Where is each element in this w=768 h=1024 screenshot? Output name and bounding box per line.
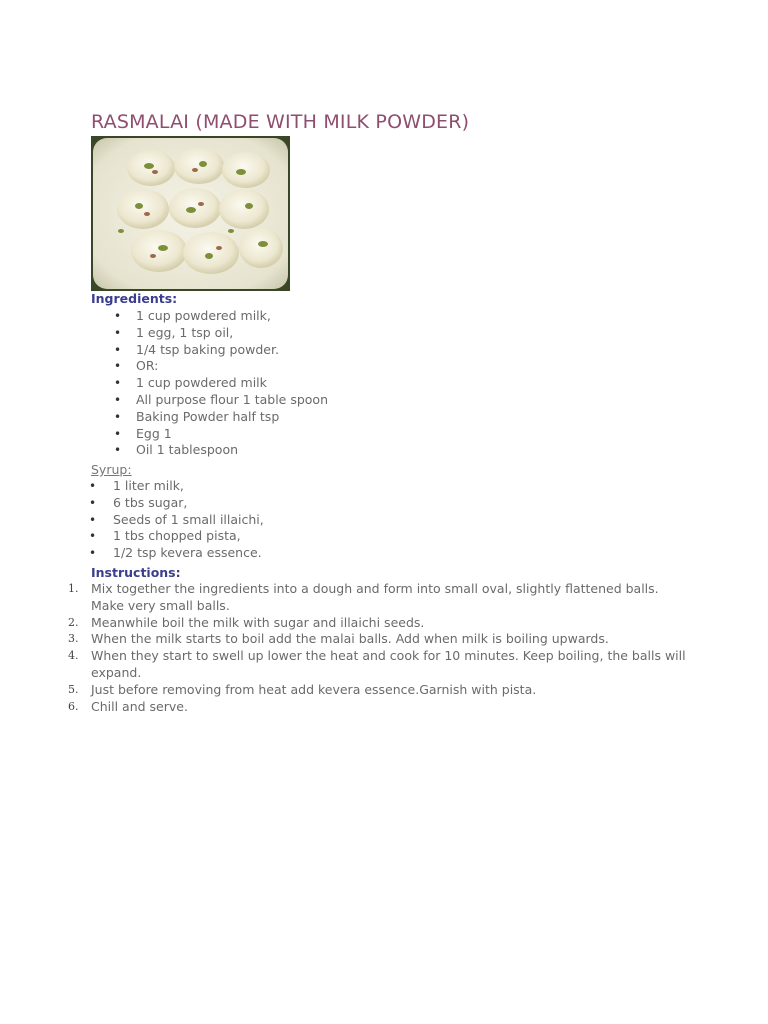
step-text: Chill and serve.	[91, 698, 188, 714]
list-item-text: 1 liter milk,	[113, 478, 184, 493]
list-item	[114, 341, 328, 359]
instruction-step	[68, 631, 691, 648]
list-item	[89, 545, 264, 562]
bullet-icon: •	[89, 479, 97, 493]
list-item-text: 1/4 tsp baking powder.	[136, 341, 279, 357]
syrup-list	[89, 478, 264, 562]
syrup-heading: Syrup:	[91, 462, 132, 477]
list-item-text: All purpose flour 1 table spoon	[136, 391, 329, 407]
list-item	[114, 375, 328, 392]
list-item	[114, 308, 328, 325]
bullet-icon: •	[114, 359, 122, 374]
list-item	[114, 391, 329, 409]
list-item-text: 1 tbs chopped pista,	[113, 528, 241, 544]
list-item-text: 1 cup powdered milk	[136, 375, 267, 391]
step-number: 2.	[68, 615, 79, 629]
list-item-text: Egg 1	[136, 425, 172, 441]
list-item-text: Oil 1 tablespoon	[136, 442, 239, 458]
rasmalai-photo	[91, 136, 290, 291]
list-item	[89, 511, 264, 529]
list-item-text: 1/2 tsp kevera essence.	[113, 545, 262, 561]
instruction-step	[68, 698, 691, 716]
step-text: When they start to swell up lower the heat and cook for 10 minutes. Keep boiling, the balls will expand.	[91, 648, 686, 680]
bullet-icon: •	[114, 392, 122, 407]
instruction-step	[68, 648, 691, 682]
list-item	[114, 324, 328, 342]
step-number: 3.	[68, 632, 79, 646]
rasmalai-image	[91, 136, 290, 291]
list-item-text: Baking Powder half tsp	[136, 408, 280, 424]
bullet-icon: •	[89, 495, 97, 510]
instructions-list	[68, 581, 691, 715]
bullet-icon: •	[89, 512, 97, 527]
list-item-text: 1 egg, 1 tsp oil,	[136, 324, 234, 340]
list-item	[89, 494, 264, 512]
bullet-icon: •	[114, 409, 122, 424]
bullet-icon: •	[114, 376, 122, 391]
step-text: Just before removing from heat add kevera essence.Garnish with pista.	[91, 681, 537, 697]
step-number: 5.	[68, 682, 79, 696]
step-number: 4.	[68, 649, 79, 663]
list-item-text: Seeds of 1 small illaichi,	[113, 511, 264, 527]
instruction-step	[68, 681, 691, 699]
ingredients-heading: Ingredients:	[91, 291, 178, 306]
list-item-text: 1 cup powdered milk,	[136, 308, 271, 323]
step-number: 6.	[68, 699, 79, 713]
step-text: Mix together the ingredients into a dough and form into small oval, slightly flattened balls. Make very small balls.	[91, 581, 659, 613]
list-item	[114, 408, 328, 426]
bullet-icon: •	[89, 529, 97, 544]
bullet-icon: •	[114, 342, 122, 357]
step-text: When the milk starts to boil add the malai balls. Add when milk is boiling upwards.	[91, 631, 609, 647]
list-item	[89, 528, 264, 545]
list-item-text: OR:	[136, 358, 159, 374]
instructions-heading: Instructions:	[91, 565, 181, 580]
list-item	[89, 478, 264, 495]
list-item	[114, 358, 328, 375]
recipe-title: RASMALAI (MADE WITH MILK POWDER)	[91, 111, 470, 133]
list-item	[114, 425, 328, 443]
step-number: 1.	[68, 582, 79, 595]
bullet-icon: •	[114, 443, 122, 458]
bullet-icon: •	[114, 309, 122, 323]
bullet-icon: •	[114, 325, 122, 340]
instruction-step	[68, 614, 691, 632]
list-item-text: 6 tbs sugar,	[113, 494, 188, 510]
instruction-step	[68, 581, 691, 615]
bullet-icon: •	[114, 426, 122, 441]
bullet-icon: •	[89, 546, 97, 561]
step-text: Meanwhile boil the milk with sugar and illaichi seeds.	[91, 614, 425, 630]
list-item	[114, 442, 328, 459]
ingredients-list	[114, 308, 329, 459]
